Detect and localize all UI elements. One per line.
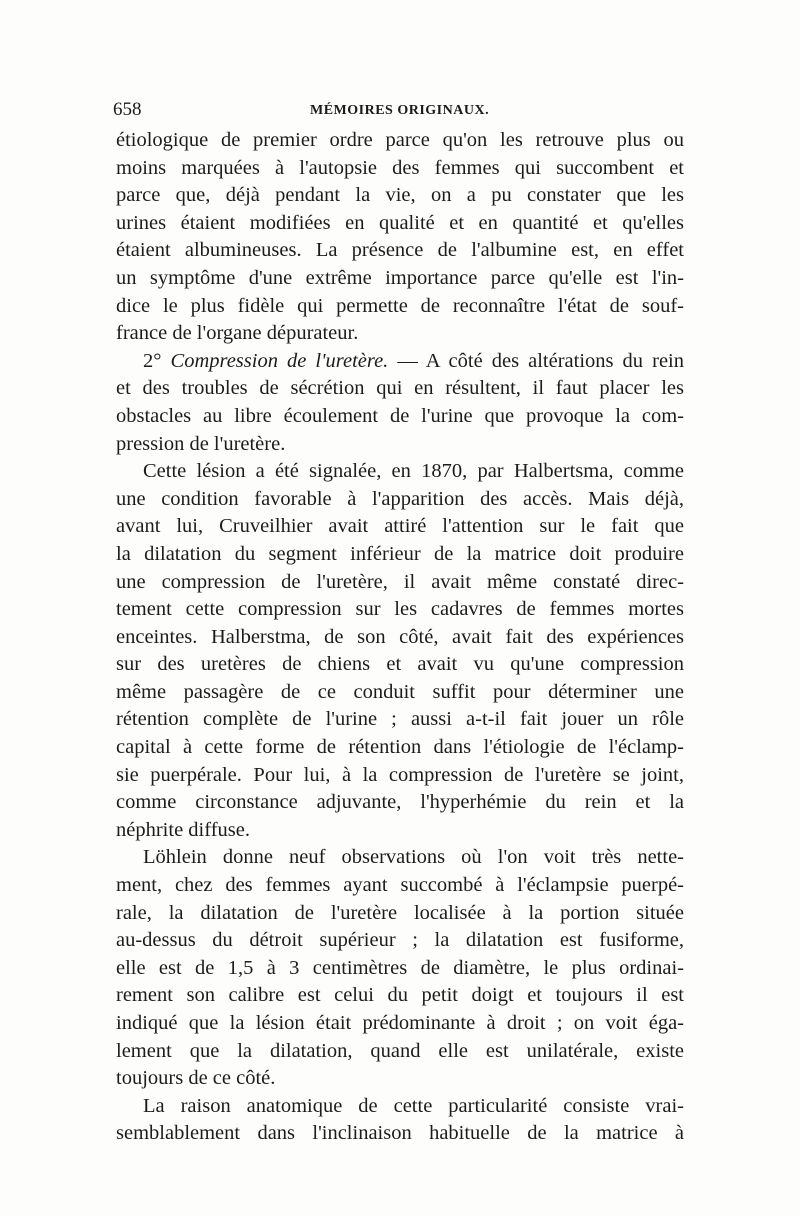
text-line: ment, chez des femmes ayant succombé à l'éclampsie puerpé-: [116, 874, 684, 897]
text-line: capital à cette forme de rétention dans l'étiologie de l'éclamp-: [116, 736, 684, 759]
text-line: lement que la dilatation, quand elle est unilatérale, existe: [116, 1039, 684, 1062]
text-line: même passagère de ce conduit suffit pour déterminer une: [116, 680, 684, 703]
text-line: sie puerpérale. Pour lui, à la compression de l'uretère se joint,: [116, 763, 684, 786]
text-line: toujours de ce côté.: [116, 1067, 276, 1090]
text-line: et des troubles de sécrétion qui en résultent, il faut placer les: [116, 377, 684, 400]
text-line: la dilatation du segment inférieur de la matrice doit produire: [116, 542, 684, 565]
text-line: pression de l'uretère.: [116, 432, 286, 455]
text-line: étaient albumineuses. La présence de l'albumine est, en effet: [116, 239, 684, 262]
section-heading-continuation: — A côté des altérations du rein: [388, 349, 684, 372]
text-line: elle est de 1,5 à 3 centimètres de diamètre, le plus ordinai-: [116, 956, 684, 979]
page-number: 658: [113, 99, 142, 120]
text-line: rement son calibre est celui du petit doigt et toujours il est: [116, 984, 684, 1007]
text-line: rétention complète de l'urine ; aussi a-t-il fait jouer un rôle: [116, 708, 684, 731]
page-header: [113, 98, 685, 128]
text-line: rale, la dilatation de l'uretère localisée à la portion située: [116, 901, 684, 924]
text-line: obstacles au libre écoulement de l'urine que provoque la com-: [116, 404, 684, 427]
text-line: étiologique de premier ordre parce qu'on les retrouve plus ou: [116, 129, 684, 151]
text-line: au-dessus du détroit supérieur ; la dilatation est fusiforme,: [116, 929, 684, 952]
text-line: néphrite diffuse.: [116, 818, 250, 841]
text-line: semblablement dans l'inclinaison habituelle de la matrice à: [116, 1122, 684, 1145]
text-line: Cette lésion a été signalée, en 1870, par Halbertsma, comme: [143, 460, 684, 483]
text-line: La raison anatomique de cette particularité consiste vrai-: [143, 1094, 684, 1117]
text-line: france de l'organe dépurateur.: [116, 322, 359, 345]
text-line: comme circonstance adjuvante, l'hyperhémie du rein et la: [116, 791, 684, 814]
text-line: enceintes. Halberstma, de son côté, avait fait des expériences: [116, 625, 684, 648]
text-line: dice le plus fidèle qui permette de reconnaître l'état de souf-: [116, 294, 684, 317]
text-line: urines étaient modifiées en qualité et en quantité et qu'elles: [116, 211, 684, 234]
text-line: moins marquées à l'autopsie des femmes qui succombent et: [116, 156, 684, 179]
body-text: [116, 127, 684, 1148]
text-line: avant lui, Cruveilhier avait attiré l'attention sur le fait que: [116, 515, 684, 538]
section-heading: Compression de l'uretère.: [170, 349, 389, 372]
section-heading-line: [116, 348, 684, 376]
text-line: tement cette compression sur les cadavres de femmes mortes: [116, 598, 684, 621]
text-line: parce que, déjà pendant la vie, on a pu constater que les: [116, 184, 684, 207]
text-line: indiqué que la lésion était prédominante à droit ; on voit éga-: [116, 1012, 684, 1034]
running-title: MÉMOIRES ORIGINAUX.: [310, 103, 490, 118]
text-line: une condition favorable à l'apparition des accès. Mais déjà,: [116, 487, 684, 510]
section-number: 2°: [143, 349, 162, 372]
text-line: Löhlein donne neuf observations où l'on voit très nette-: [143, 846, 684, 869]
text-line: sur des uretères de chiens et avait vu qu'une compression: [116, 653, 684, 676]
text-line: une compression de l'uretère, il avait même constaté direc-: [116, 570, 684, 593]
text-line: un symptôme d'une extrême importance parce qu'elle est l'in-: [116, 266, 684, 289]
